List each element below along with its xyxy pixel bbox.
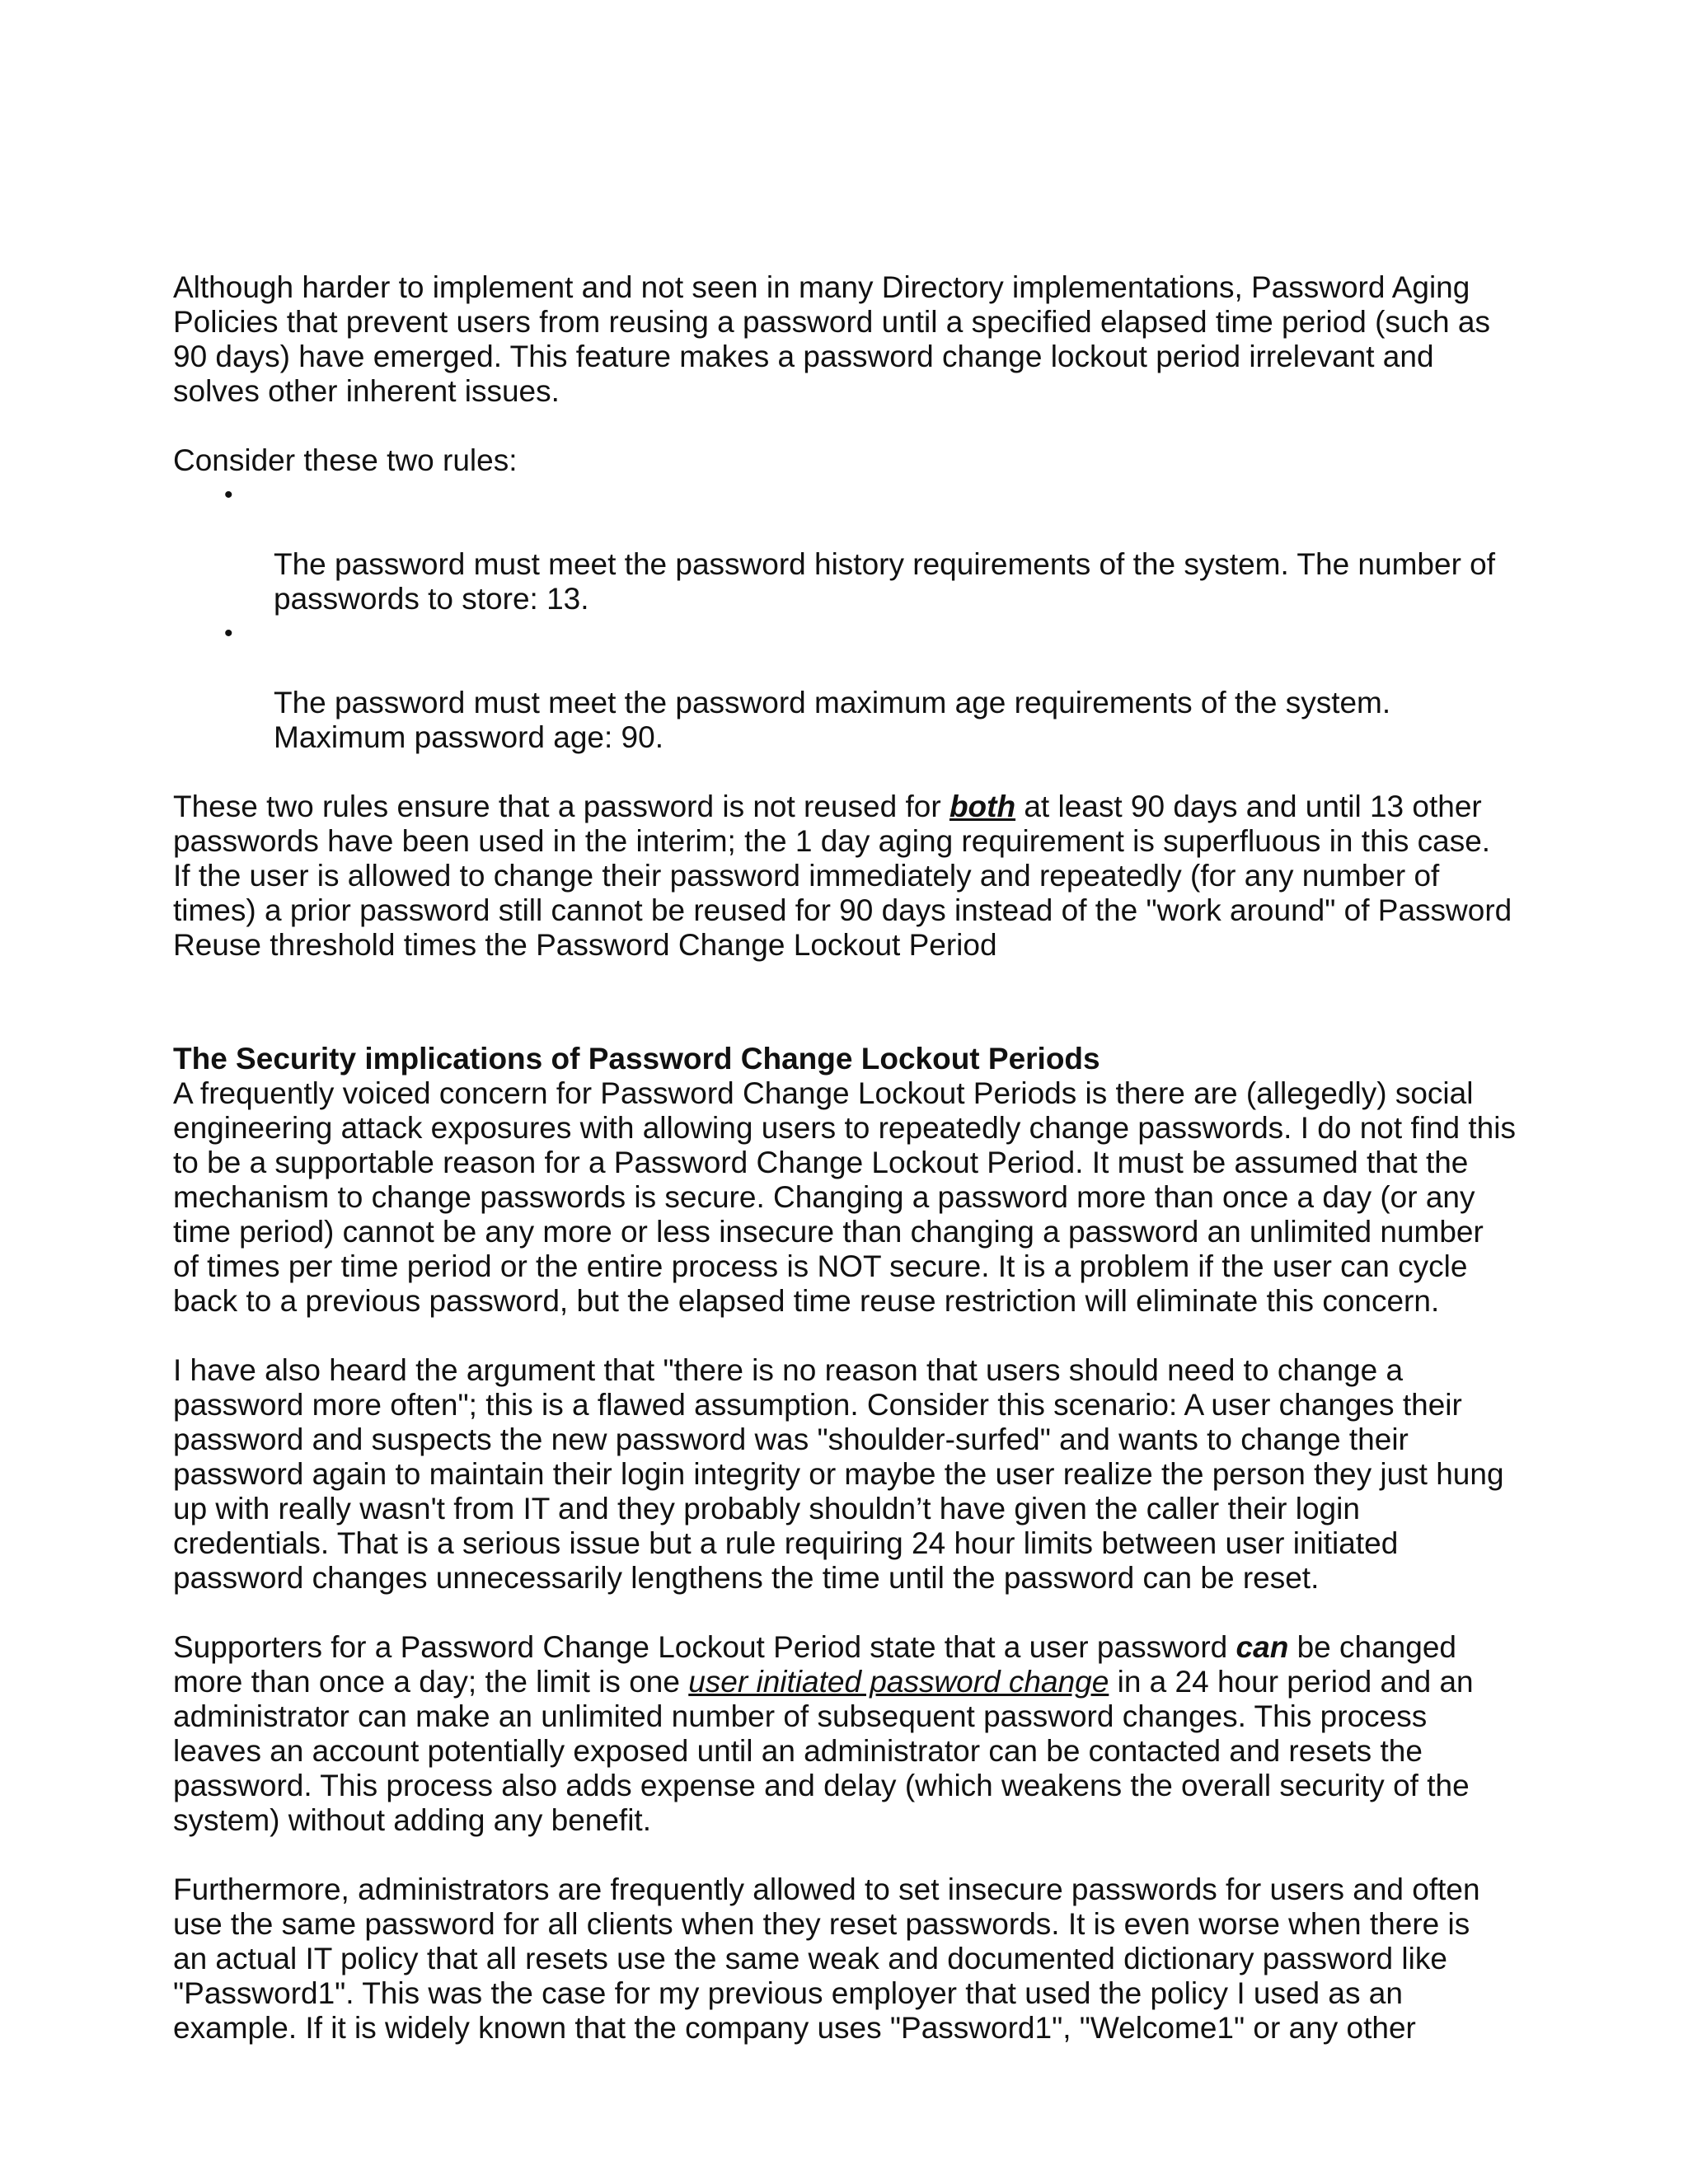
paragraph-consider-rules: Consider these two rules: <box>173 443 518 477</box>
paragraph-argument: I have also heard the argument that "there is no reason that users should need to change a password more often"; this is a flawed assumption. Consider this scenario: A user changes their password and suspects the new password was "shoulder-surfed" and wants to change their password again to maintain their login integrity or maybe the user realize the person they just hung up with really wasn't from IT and they probably shouldn’t have given the caller their login credentials. That is a serious issue but a rule requiring 24 hour limits between user initiated password changes unnecessarily lengthens the time until the password can be reset. <box>173 1353 1504 1595</box>
paragraph-administrators: Furthermore, administrators are frequently allowed to set insecure passwords for users and often use the same password for all clients when they reset passwords. It is even worse when there is an actual IT policy that all resets use the same weak and documented dictionary password like "Password1". This was the case for my previous employer that used the policy I used as an example. If it is widely known that the company uses "Password1", "Welcome1" or any other <box>173 1872 1480 2045</box>
list-item <box>173 478 1525 616</box>
spacer <box>173 1838 1525 1872</box>
text-run: be changed more than once a day; the limit is one <box>173 1630 1456 1699</box>
paragraph-supporters <box>173 1630 1525 1838</box>
document-page <box>173 270 1525 2046</box>
rule-text: The password must meet the password history requirements of the system. The number of passwords to store: 13. <box>274 547 1496 616</box>
section-heading: The Security implications of Password Change Lockout Periods <box>173 1042 1100 1076</box>
emphasis-user-initiated: user initiated password change <box>688 1665 1109 1699</box>
text-run: in a 24 hour period and an administrator can make an unlimited number of subsequent password changes. This process leaves an account potentially exposed until an administrator can be contacted and resets the password. This process also adds expense and delay (which weakens the overall security of the system) without adding any benefit. <box>173 1665 1474 1837</box>
emphasis-can: can <box>1236 1630 1289 1664</box>
paragraph-password-aging: Although harder to implement and not seen in many Directory implementations, Password Aging Policies that prevent users from reusing a password until a specified elapsed time period (such as 90 days) have emerged. This feature makes a password change lockout period irrelevant and solves other inherent issues. <box>173 270 1490 408</box>
text-run: Supporters for a Password Change Lockout Period state that a user password <box>173 1630 1236 1664</box>
text-run: at least 90 days and until 13 other passwords have been used in the interim; the 1 day aging requirement is superfluous in this case. If the user is allowed to change their password immediately and repeatedly (for any number of times) a prior password still cannot be reused for 90 days instead of the "work around" of Password Reuse threshold times the Password Change Lockout Period <box>173 790 1512 962</box>
spacer <box>173 1596 1525 1630</box>
spacer <box>173 409 1525 443</box>
paragraph-social-engineering: A frequently voiced concern for Password Change Lockout Periods is there are (allegedly) social engineering attack exposures with allowing users to repeatedly change passwords. I do not find this to be a supportable reason for a Password Change Lockout Period. It must be assumed that the mechanism to change passwords is secure. Changing a password more than once a day (or any time period) cannot be any more or less insecure than changing a password an unlimited number of times per time period or the entire process is NOT secure. It is a problem if the user can cycle back to a previous password, but the elapsed time reuse restriction will eliminate this concern. <box>173 1076 1516 1318</box>
spacer <box>173 755 1525 790</box>
list-item <box>173 616 1525 755</box>
rule-text: The password must meet the password maximum age requirements of the system. Maximum password age: 90. <box>274 686 1391 754</box>
spacer <box>173 1319 1525 1353</box>
emphasis-both: both <box>949 790 1016 823</box>
bullet-icon: • <box>224 481 233 509</box>
spacer <box>173 963 1525 1042</box>
text-run: These two rules ensure that a password is not reused for <box>173 790 950 823</box>
bullet-icon: • <box>224 620 233 647</box>
paragraph-two-rules <box>173 790 1525 963</box>
rules-list <box>173 478 1525 755</box>
